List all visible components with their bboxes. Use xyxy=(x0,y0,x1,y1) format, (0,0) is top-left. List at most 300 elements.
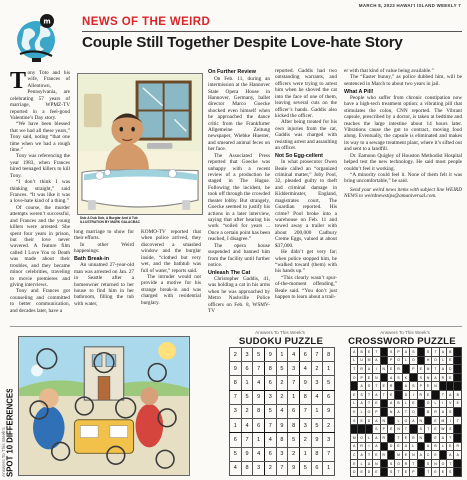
crossword-cell: E xyxy=(447,442,454,451)
paragraph: KOMO-TV reported that when police arrived, they discovered a smashed window and the burglar inside, “clothed but very wet, and the bathtub was full of water,” reports said. xyxy=(141,229,201,274)
crossword-cell: S xyxy=(387,468,394,477)
crossword-cell: M xyxy=(351,433,358,442)
crossword-cell: A xyxy=(447,451,454,460)
subhead-cat: Unleash The Cat xyxy=(208,269,251,276)
paragraph: In other Weird happenings: xyxy=(74,241,134,255)
crossword-block xyxy=(454,365,462,374)
crossword-block xyxy=(380,356,387,365)
crossword-block xyxy=(402,365,409,374)
crossword-cell: L xyxy=(358,459,365,468)
sudoku-cell: 6 xyxy=(288,404,300,418)
crossword-block xyxy=(410,425,417,434)
crossword-cell: A xyxy=(358,382,365,391)
crossword-cell: T xyxy=(395,433,402,442)
sudoku-cell: 3 xyxy=(288,362,300,376)
crossword-cell: E xyxy=(387,365,394,374)
crossword-cell: P xyxy=(373,408,380,417)
crossword-cell: N xyxy=(432,459,439,468)
crossword-block xyxy=(380,442,387,451)
crossword-block xyxy=(351,382,358,391)
crossword-cell: R xyxy=(380,451,387,460)
crossword-cell: N xyxy=(373,373,380,382)
crossword-cell: A xyxy=(439,433,446,442)
crossword-block xyxy=(417,442,424,451)
sudoku-cell: 6 xyxy=(311,461,323,475)
sudoku-cell: 9 xyxy=(253,390,265,404)
crossword-cell: A xyxy=(351,348,358,357)
crossword-block xyxy=(410,373,417,382)
crossword-cell: A xyxy=(395,408,402,417)
sudoku-cell: 7 xyxy=(323,447,335,461)
crossword-block xyxy=(380,373,387,382)
crossword-cell: B xyxy=(358,348,365,357)
crossword-cell: P xyxy=(387,356,394,365)
crossword-cell: E xyxy=(365,373,372,382)
crossword-cell: E xyxy=(402,451,409,460)
crossword-cell: P xyxy=(410,468,417,477)
crossword-block xyxy=(454,356,462,365)
crossword-grid xyxy=(350,347,462,477)
crossword-block xyxy=(358,425,365,434)
crossword-cell: E xyxy=(402,468,409,477)
paragraph: Christopher Gaddis, 41, was holding a cat in his arms when he was approached by Metro Nashville Police officers on Feb. 8, WSMV-TV xyxy=(208,276,270,315)
crossword-block xyxy=(454,373,462,382)
crossword-cell: L xyxy=(351,399,358,408)
sudoku-cell: 4 xyxy=(253,447,265,461)
crossword-block xyxy=(454,468,462,477)
crossword-cell: E xyxy=(432,416,439,425)
signoff: Send your weird news items with subject line WEIRD NEWS to weirdnewstips@amuniversal.com. xyxy=(344,186,462,200)
sudoku-cell: 3 xyxy=(253,461,265,475)
sudoku-cell: 8 xyxy=(276,433,288,447)
paragraph: “I don’t think I was thinking straight,” said Frances. “It was like it was a love-hate kind of a thing.” xyxy=(10,179,70,205)
crossword-cell: B xyxy=(424,408,431,417)
drop-cap: T xyxy=(10,70,27,94)
sudoku-cell: 9 xyxy=(230,362,242,376)
sudoku-cell: 7 xyxy=(264,419,276,433)
crossword-cell: E xyxy=(432,451,439,460)
sudoku-cell: 1 xyxy=(241,376,253,390)
crossword-cell: O xyxy=(365,408,372,417)
crossword-cell: R xyxy=(380,433,387,442)
crossword-cell: A xyxy=(417,451,424,460)
crossword-block xyxy=(454,408,462,417)
sudoku-cell: 2 xyxy=(323,419,335,433)
sudoku-cell: 5 xyxy=(241,390,253,404)
illustration-caption xyxy=(80,216,200,224)
sudoku-cell: 7 xyxy=(288,376,300,390)
crossword-cell: N xyxy=(380,416,387,425)
crossword-cell: D xyxy=(447,365,454,374)
paragraph: He didn’t get very far; when police stopped him, he “walked toward (them) with his hands up.” xyxy=(275,249,337,275)
spot-label-title: SPOT 10 DIFFERENCES xyxy=(5,389,14,477)
header-rule xyxy=(82,31,462,32)
crossword-cell: E xyxy=(439,468,446,477)
spot-differences-label xyxy=(0,389,14,477)
paragraph: In what prosecutor Owen Beale called an “organized criminal matter,” Joby Pool, 32, pleaded guilty to theft and criminal damage in Kidderminster, England, magistrates court, The Guardian reported. His crime? Pool broke into a warehouse on Feb. 11 and towed away a trailer with about 200,000 Cadbury Creme Eggs, valued at about $37,000. xyxy=(275,159,337,249)
crossword-block xyxy=(432,390,439,399)
crossword-cell: O xyxy=(432,356,439,365)
sudoku-cell: 8 xyxy=(253,404,265,418)
caption-title: Dub A Dub Dub, A Burglar And A Tub xyxy=(80,216,138,220)
crossword-cell: S xyxy=(373,425,380,434)
crossword-cell: W xyxy=(439,425,446,434)
paragraph: The intruder would not provide a motive for his strange break-in and was charged with residential burglary. xyxy=(141,273,201,306)
crossword-cell: T xyxy=(365,399,372,408)
subhead-bath: Bath Break-in xyxy=(74,255,110,262)
crossword-cell: I xyxy=(410,390,417,399)
crossword-cell: L xyxy=(432,399,439,408)
crossword-cell: T xyxy=(373,348,380,357)
crossword-cell: K xyxy=(351,408,358,417)
crossword-block xyxy=(454,433,462,442)
crossword-cell: D xyxy=(365,416,372,425)
crossword-cell: E xyxy=(387,425,394,434)
crossword-block xyxy=(447,382,454,391)
sudoku-cell: 8 xyxy=(288,419,300,433)
crossword-cell: A xyxy=(439,365,446,374)
crossword-cell: R xyxy=(358,442,365,451)
crossword-cell: M xyxy=(439,416,446,425)
crossword-cell: L xyxy=(439,442,446,451)
crossword-cell: N xyxy=(380,365,387,374)
sudoku-grid xyxy=(229,347,335,477)
crossword-cell: S xyxy=(410,348,417,357)
sudoku-cell: 8 xyxy=(230,376,242,390)
crossword-cell: E xyxy=(351,459,358,468)
crossword-cell: N xyxy=(417,416,424,425)
paragraph: The opera house suspended and banned him from the facility until further notice. xyxy=(208,242,270,268)
crossword-cell: P xyxy=(410,365,417,374)
sudoku-cell: 2 xyxy=(288,447,300,461)
crossword-cell: A xyxy=(439,408,446,417)
sudoku-cell: 5 xyxy=(230,447,242,461)
paragraph: long marriage to show for their efforts. xyxy=(74,229,134,242)
crossword-cell: E xyxy=(358,468,365,477)
crossword-block xyxy=(417,399,424,408)
sudoku-cell: 4 xyxy=(299,362,311,376)
sudoku-cell: 5 xyxy=(264,404,276,418)
crossword-cell: I xyxy=(373,365,380,374)
crossword-cell: O xyxy=(410,408,417,417)
sudoku-cell: 3 xyxy=(276,447,288,461)
paragraph: Of course, the murder attempts weren’t successful, and Frances and the young killers were arrested. She spent four years in prison, but their love never wavered. A feature film called I Love You to Death was made about their troubles, and they became minor celebrities, traveling to movie premieres and giving interviews. xyxy=(10,204,70,288)
paragraph: The “Easter bunny,” as police dubbed him, will be sentenced in March to about two years in jail. xyxy=(344,74,462,87)
crossword-cell: L xyxy=(439,356,446,365)
crossword-block xyxy=(454,425,462,434)
crossword-cell: N xyxy=(424,365,431,374)
crossword-cell: A xyxy=(387,373,394,382)
crossword-cell: A xyxy=(447,390,454,399)
paragraph: er with that kind of value being available.” xyxy=(344,68,434,74)
sudoku-cell: 8 xyxy=(323,348,335,362)
crossword-block xyxy=(380,408,387,417)
sudoku-title: SUDOKU PUZZLE xyxy=(238,336,324,347)
crossword-cell: D xyxy=(351,468,358,477)
crossword-cell: A xyxy=(432,373,439,382)
paragraph: Dr. Eamonn Quigley of Houston Methodist Hospital helped test the new technology. He said most people couldn’t feel it working. xyxy=(344,152,462,172)
paragraph: “A minority could feel it. None of them felt it was bring uncomfortable,” he said. xyxy=(344,172,462,185)
paragraph: Tony was referencing the year 1983, when Frances hired teenaged killers to kill Tony. xyxy=(10,153,70,179)
crossword-cell: T xyxy=(365,451,372,460)
crossword-cell: T xyxy=(402,425,409,434)
crossword-cell: E xyxy=(447,356,454,365)
paragraph: “This clearly wasn’t spur-of-the-moment offending,” Beale said. “You don’t just happen to learn about a trail- xyxy=(275,274,337,301)
crossword-cell: T xyxy=(380,390,387,399)
folio-bar: MARCH 8, 2023 HAWAI‘I ISLAND WEEKLY 7 xyxy=(358,3,461,8)
crossword-cell: L xyxy=(395,416,402,425)
crossword-cell: E xyxy=(373,451,380,460)
sudoku-cell: 8 xyxy=(311,447,323,461)
crossword-cell: R xyxy=(395,365,402,374)
paragraph: “We have been blessed that we had all these years,” Tony said, noting “that one time when we had a rough time.” xyxy=(10,121,70,154)
crossword-cell: P xyxy=(395,348,402,357)
crossword-block xyxy=(380,468,387,477)
subhead-eggs: Not So Egg-cellent xyxy=(275,152,323,159)
section-title: NEWS OF THE WEIRD xyxy=(82,16,211,28)
crossword-cell: R xyxy=(439,373,446,382)
crossword-cell: A xyxy=(410,416,417,425)
svg-text:m: m xyxy=(43,17,51,26)
paragraph: On Feb. 11, during an intermission at the Hannover State Opera House in Hannover, Germany, ballet director Marco Goecke shocked even himself when he approached the dance critic from the Frankfurter Allgemeine Zeitung newspaper, Wiebke Huester, and smeared animal feces on her face. xyxy=(208,75,270,153)
crossword-cell: I xyxy=(365,442,372,451)
crossword-cell: E xyxy=(351,390,358,399)
crossword-cell: A xyxy=(373,433,380,442)
crossword-block xyxy=(424,416,431,425)
caption-credit: ILLUSTRATION BY MARK GALACBAC xyxy=(80,220,140,224)
sudoku-cell: 8 xyxy=(264,362,276,376)
sudoku-cell: 5 xyxy=(288,433,300,447)
crossword-cell: T xyxy=(447,433,454,442)
sudoku-cell: 4 xyxy=(264,433,276,447)
crossword-block xyxy=(439,382,446,391)
crossword-cell: C xyxy=(424,451,431,460)
crossword-cell: A xyxy=(439,348,446,357)
sudoku-cell: 4 xyxy=(241,419,253,433)
sudoku-cell: 7 xyxy=(230,390,242,404)
sudoku-cell: 5 xyxy=(276,362,288,376)
sudoku-cell: 6 xyxy=(264,376,276,390)
crossword-cell: A xyxy=(454,451,462,460)
crossword-cell: A xyxy=(351,442,358,451)
crossword-cell: N xyxy=(424,373,431,382)
crossword-cell: A xyxy=(373,356,380,365)
sudoku-cell: 7 xyxy=(253,362,265,376)
crossword-cell: E xyxy=(432,468,439,477)
crossword-cell: S xyxy=(410,382,417,391)
crossword-cell: E xyxy=(410,399,417,408)
subhead-pill: What A Pill! xyxy=(344,88,374,95)
sudoku-cell: 1 xyxy=(299,447,311,461)
bathtub-illustration xyxy=(77,73,203,215)
sudoku-cell: 3 xyxy=(264,390,276,404)
sudoku-cell: 3 xyxy=(299,419,311,433)
crossword-cell: C xyxy=(351,451,358,460)
crossword-cell: E xyxy=(432,425,439,434)
crossword-cell: N xyxy=(387,408,394,417)
crossword-cell: K xyxy=(402,373,409,382)
paragraph: An unnamed 27-year-old man was arrested on Jan. 27 in Seattle after a homeowner returned to her house to find him in her bathroom, filling the tub with water, xyxy=(74,262,134,307)
crossword-cell: A xyxy=(365,365,372,374)
crossword-cell: A xyxy=(358,399,365,408)
sudoku-cell: 1 xyxy=(311,404,323,418)
sudoku-cell: 4 xyxy=(288,348,300,362)
crossword-cell: L xyxy=(358,408,365,417)
sudoku-cell: 9 xyxy=(241,447,253,461)
crossword-cell: L xyxy=(365,433,372,442)
sudoku-cell: 6 xyxy=(299,348,311,362)
sudoku-cell: 4 xyxy=(276,404,288,418)
crossword-cell: P xyxy=(358,373,365,382)
crossword-cell: S xyxy=(387,459,394,468)
crossword-cell: A xyxy=(387,399,394,408)
crossword-block xyxy=(395,390,402,399)
crossword-cell: R xyxy=(402,459,409,468)
crossword-cell: E xyxy=(387,390,394,399)
crossword-cell: E xyxy=(447,373,454,382)
paragraph: reported. Gaddis had two outstanding warrants, and officers were trying to arrest him when he shoved the cat into the face of one of them, leaving several cuts on the officer’s hands. Gaddis also kicked the officer. xyxy=(275,68,337,119)
sudoku-cell: 1 xyxy=(288,390,300,404)
crossword-cell: M xyxy=(395,451,402,460)
sudoku-cell: 4 xyxy=(253,376,265,390)
crossword-cell: V xyxy=(447,399,454,408)
sudoku-cell: 9 xyxy=(276,419,288,433)
crossword-cell: T xyxy=(402,408,409,417)
crossword-cell: O xyxy=(439,459,446,468)
paragraph: Tony and Frances got counseling and committed to better communication, and decades later, have a xyxy=(10,288,70,314)
crossword-cell: T xyxy=(424,425,431,434)
crossword-cell: A xyxy=(373,442,380,451)
crossword-cell: O xyxy=(424,399,431,408)
crossword-cell: A xyxy=(424,442,431,451)
crossword-cell: E xyxy=(373,399,380,408)
sudoku-cell: 1 xyxy=(276,348,288,362)
sudoku-cell: 1 xyxy=(323,362,335,376)
crossword-cell: N xyxy=(432,382,439,391)
crossword-cell: S xyxy=(447,408,454,417)
crossword-cell: E xyxy=(365,348,372,357)
crossword-cell: L xyxy=(402,356,409,365)
crossword-cell: S xyxy=(447,468,454,477)
crossword-cell: L xyxy=(402,399,409,408)
crossword-cell: E xyxy=(380,382,387,391)
crossword-cell: B xyxy=(395,399,402,408)
crossword-cell: N xyxy=(373,459,380,468)
crossword-cell: E xyxy=(424,390,431,399)
crossword-cell: T xyxy=(373,382,380,391)
crossword-title: CROSSWORD PUZZLE xyxy=(348,336,456,347)
crossword-cell: U xyxy=(358,356,365,365)
crossword-cell: L xyxy=(410,442,417,451)
paragraph: The Associated Press reported that Goecke was unhappy with a recent review of a production he staged in The Hague. Following the incident, he took off through the crowded theater lobby. But strangely, Goecke seemed to justify his actions in a later interview, saying that after hearing his work “soiled for years ... Once a certain point has been reached, I disagree.” xyxy=(208,152,270,243)
sudoku-label: Answers To This Week’s xyxy=(255,330,305,335)
crossword-cell: E xyxy=(454,399,462,408)
sudoku-cell: 2 xyxy=(241,404,253,418)
crossword-cell: T xyxy=(395,468,402,477)
crossword-cell: A xyxy=(365,459,372,468)
crossword-cell: O xyxy=(395,356,402,365)
sudoku-cell: 5 xyxy=(323,376,335,390)
crossword-cell: O xyxy=(402,416,409,425)
crossword-cell: D xyxy=(387,442,394,451)
crossword-cell: D xyxy=(365,468,372,477)
crossword-block xyxy=(395,382,402,391)
crossword-cell: E xyxy=(373,468,380,477)
sudoku-cell: 6 xyxy=(264,447,276,461)
crossword-block xyxy=(351,425,358,434)
crossword-cell: T xyxy=(432,365,439,374)
crossword-cell: A xyxy=(358,451,365,460)
sudoku-cell: 3 xyxy=(311,376,323,390)
sudoku-cell: 2 xyxy=(299,433,311,447)
sudoku-cell: 1 xyxy=(253,433,265,447)
spot-differences-image xyxy=(18,336,190,476)
sudoku-cell: 4 xyxy=(230,461,242,475)
crossword-block xyxy=(417,459,424,468)
sudoku-cell: 4 xyxy=(311,390,323,404)
crossword-cell: S xyxy=(447,425,454,434)
crossword-cell: I xyxy=(447,416,454,425)
sudoku-cell: 7 xyxy=(311,348,323,362)
crossword-block xyxy=(454,459,462,468)
crossword-cell: A xyxy=(402,442,409,451)
crossword-cell: E xyxy=(432,433,439,442)
sudoku-cell: 2 xyxy=(311,362,323,376)
paragraph: After being treated for his own injuries from the cat, Gaddis was charged with resisting arrest and assaulting an officer. xyxy=(275,119,337,152)
sudoku-cell: 2 xyxy=(264,461,276,475)
crossword-cell: N xyxy=(417,433,424,442)
crossword-cell: E xyxy=(358,416,365,425)
crossword-cell: O xyxy=(358,433,365,442)
crossword-cell: B xyxy=(454,390,462,399)
crossword-cell: R xyxy=(417,390,424,399)
crossword-cell: A xyxy=(402,348,409,357)
sudoku-cell: 9 xyxy=(299,376,311,390)
crossword-block xyxy=(417,468,424,477)
crossword-block xyxy=(387,451,394,460)
sudoku-cell: 5 xyxy=(299,461,311,475)
crossword-cell: A xyxy=(402,382,409,391)
crossword-cell: B xyxy=(447,348,454,357)
crossword-cell: R xyxy=(358,365,365,374)
crossword-block xyxy=(417,408,424,417)
crossword-cell: S xyxy=(417,425,424,434)
crossword-cell: R xyxy=(454,442,462,451)
globe-logo-icon xyxy=(10,8,70,64)
sudoku-cell: 9 xyxy=(311,433,323,447)
sudoku-cell: 9 xyxy=(323,404,335,418)
crossword-cell: R xyxy=(410,433,417,442)
crossword-cell: O xyxy=(351,373,358,382)
crossword-cell: N xyxy=(410,451,417,460)
crossword-cell: T xyxy=(439,390,446,399)
crossword-cell: T xyxy=(454,416,462,425)
sudoku-cell: 2 xyxy=(276,376,288,390)
crossword-cell: P xyxy=(417,382,424,391)
crossword-cell: S xyxy=(424,459,431,468)
crossword-cell: S xyxy=(424,348,431,357)
crossword-cell: S xyxy=(417,373,424,382)
crossword-cell: T xyxy=(351,365,358,374)
sudoku-cell: 5 xyxy=(253,348,265,362)
crossword-cell: O xyxy=(410,356,417,365)
crossword-cell: N xyxy=(395,425,402,434)
sudoku-cell: 7 xyxy=(299,404,311,418)
crossword-block xyxy=(380,399,387,408)
crossword-cell: A xyxy=(373,390,380,399)
crossword-block xyxy=(424,433,431,442)
crossword-cell: S xyxy=(395,373,402,382)
